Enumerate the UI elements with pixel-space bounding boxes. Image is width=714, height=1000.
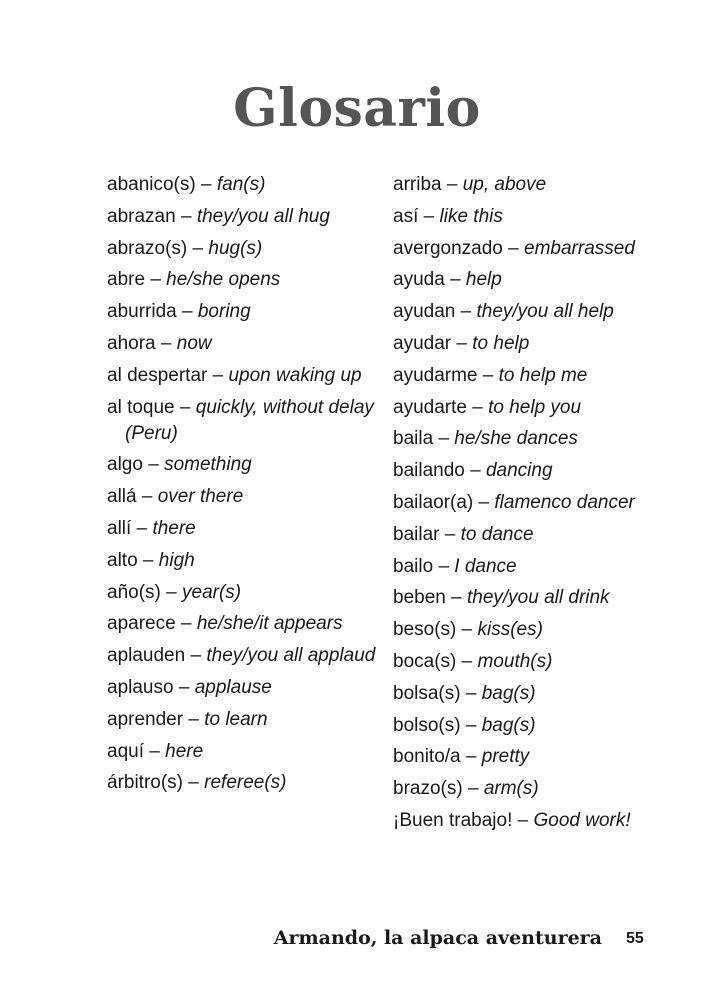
glossary-separator: – [149,740,160,762]
glossary-separator: – [178,676,190,698]
glossary-separator: – [201,174,212,195]
glossary-definition: flamenco dancer [494,491,635,513]
glossary-definition: hug(s) [208,237,263,259]
glossary-entry [107,770,407,796]
glossary-definition: embarrassed [524,237,635,259]
glossary-separator: – [423,205,435,227]
glossary-separator: – [478,491,490,513]
glossary-separator: – [179,396,191,418]
glossary-definition: applause [194,676,272,698]
glossary-separator: – [470,460,481,482]
glossary-definition: mouth(s) [477,650,553,672]
glossary-term: bolso(s) [393,714,461,736]
glossary-definition: quickly, without delay (Peru) [125,396,374,444]
glossary-definition: dancing [485,460,553,482]
glossary-definition: to help you [488,396,582,418]
glossary-entry [393,681,683,707]
glossary-entry [107,611,407,637]
glossary-term: algo [107,454,143,476]
glossary-definition: pretty [481,746,530,768]
glossary-separator: – [212,364,224,386]
glossary-term: alto [107,549,138,571]
glossary-term: árbitro(s) [107,772,184,794]
glossary-entry [107,267,407,293]
glossary-entry [393,713,683,739]
glossary-definition: help [465,269,502,291]
glossary-entry [393,776,683,802]
glossary-definition: like this [439,205,503,227]
glossary-term: bonito/a [393,746,461,768]
glossary-definition: to help me [498,364,588,386]
glossary-separator: – [444,523,456,545]
glossary-entry [107,299,407,325]
glossary-entry [393,490,683,516]
glossary-entry [393,395,683,421]
page-title: Glosario [233,78,481,139]
glossary-term: aprender [107,708,184,730]
glossary-separator: – [450,269,461,291]
glossary-separator: – [467,778,479,800]
glossary-term: ayuda [393,269,445,291]
glossary-term: beben [393,587,446,609]
glossary-term: bailando [393,460,465,482]
glossary-term: aplauden [107,645,186,667]
glossary-definition: here [165,740,204,762]
glossary-entry [107,204,407,230]
glossary-separator: – [136,517,148,539]
glossary-separator: – [148,454,159,476]
glossary-definition: to dance [460,523,534,545]
glossary-term: abre [107,269,146,291]
glossary-definition: now [176,332,212,354]
glossary-term: aplauso [107,676,174,698]
glossary-term: bailar [393,523,440,545]
glossary-term: abanico(s) [107,174,196,195]
glossary-entry [107,363,407,389]
glossary-definition: boring [197,301,251,323]
glossary-entry [393,617,683,643]
glossary-definition: they/you all hug [196,205,330,227]
glossary-separator: – [460,301,472,323]
glossary-separator: – [438,428,450,450]
footer-book-title: Armando, la alpaca aventurera [273,927,602,949]
glossary-separator: – [451,587,462,609]
glossary-definition: high [158,549,195,571]
glossary-definition: year(s) [182,581,242,603]
glossary-separator: – [150,269,161,291]
glossary-separator: – [482,364,494,386]
glossary-term: ayudarme [393,364,478,386]
glossary-term: aburrida [107,301,177,323]
glossary-definition: kiss(es) [477,619,543,641]
glossary-entry [107,707,407,733]
glossary-term: ¡Buen trabajo! [393,809,513,831]
glossary-separator: – [141,486,153,508]
glossary-separator: – [182,301,193,323]
glossary-term: allí [107,517,132,539]
glossary-definition: something [164,454,252,476]
glossary-separator: – [160,332,172,354]
glossary-term: avergonzado [393,237,503,259]
glossary-entry [107,236,407,262]
glossary-term: aparece [107,613,176,635]
glossary-separator: – [461,650,473,672]
glossary-entry [393,585,683,611]
glossary-term: ayudarte [393,396,467,418]
glossary-definition: upon waking up [228,364,362,386]
glossary-term: allá [107,486,137,508]
glossary-term: bolsa(s) [393,682,461,704]
glossary-entry [393,236,683,262]
glossary-entry [393,331,683,357]
glossary-term: ayudan [393,301,456,323]
glossary-separator: – [461,619,473,641]
glossary-definition: up, above [462,174,547,195]
glossary-definition: bag(s) [481,682,536,704]
glossary-separator: – [166,581,177,603]
glossary-separator: – [142,549,154,571]
glossary-separator: – [438,555,450,577]
glossary-entry [393,808,683,834]
glossary-definition: he/she dances [454,428,578,450]
glossary-definition: to learn [204,708,268,730]
glossary-term: boca(s) [393,650,457,672]
glossary-separator: – [508,237,519,259]
glossary-term: bailaor(a) [393,491,474,513]
glossary-separator: – [188,708,199,730]
glossary-definition: they/you all help [476,301,614,323]
glossary-separator: – [446,174,458,195]
glossary-separator: – [192,237,204,259]
glossary-term: brazo(s) [393,778,463,800]
glossary-entry [393,267,683,293]
glossary-term: baila [393,428,434,450]
glossary-separator: – [190,645,202,667]
glossary-definition: bag(s) [481,714,536,736]
glossary-entry [107,331,407,357]
glossary-separator: – [465,746,477,768]
glossary-entry [393,363,683,389]
glossary-entry [393,426,683,452]
glossary-separator: – [465,682,477,704]
page-number: 55 [626,930,644,947]
glossary-term: año(s) [107,581,161,603]
glossary-entry [107,516,407,542]
glossary-separator: – [517,809,529,831]
glossary-definition: there [152,517,196,539]
glossary-entry [393,172,683,198]
glossary-entry [393,522,683,548]
glossary-entry [107,172,407,198]
glossary-term: bailo [393,555,434,577]
glossary-entry [107,452,407,478]
glossary-separator: – [465,714,477,736]
glossary-term: así [393,205,419,227]
glossary-definition: Good work! [533,809,631,831]
glossary-entry [107,395,407,447]
glossary-entry [393,744,683,770]
glossary-definition: he/she opens [166,269,281,291]
glossary-term: al despertar [107,364,208,386]
glossary-definition: he/she/it appears [196,613,343,635]
glossary-term: aquí [107,740,144,762]
glossary-definition: I dance [454,555,517,577]
glossary-term: ahora [107,332,156,354]
glossary-separator: – [180,613,192,635]
glossary-entry [107,739,407,765]
glossary-definition: they/you all applaud [206,645,376,667]
glossary-column-left [107,172,407,802]
glossary-term: ayudar [393,332,452,354]
glossary-separator: – [456,332,467,354]
glossary-term: beso(s) [393,619,457,641]
glossary-entry [107,548,407,574]
glossary-definition: referee(s) [204,772,287,794]
glossary-entry [393,649,683,675]
glossary-separator: – [180,205,192,227]
glossary-term: abrazo(s) [107,237,188,259]
glossary-entry [393,554,683,580]
glossary-entry [107,675,407,701]
glossary-definition: to help [472,332,530,354]
glossary-separator: – [472,396,483,418]
glossary-definition: arm(s) [483,778,539,800]
glossary-term: abrazan [107,205,176,227]
glossary-definition: they/you all drink [466,587,610,609]
glossary-entry [107,643,407,669]
glossary-entry [393,299,683,325]
glossary-column-right [393,172,683,840]
glossary-entry [107,484,407,510]
glossary-separator: – [188,772,199,794]
glossary-term: arriba [393,174,442,195]
glossary-definition: fan(s) [216,174,266,195]
glossary-definition: over there [157,486,244,508]
glossary-entry [107,580,407,606]
glossary-entry [393,204,683,230]
glossary-entry [393,458,683,484]
glossary-term: al toque [107,396,175,418]
